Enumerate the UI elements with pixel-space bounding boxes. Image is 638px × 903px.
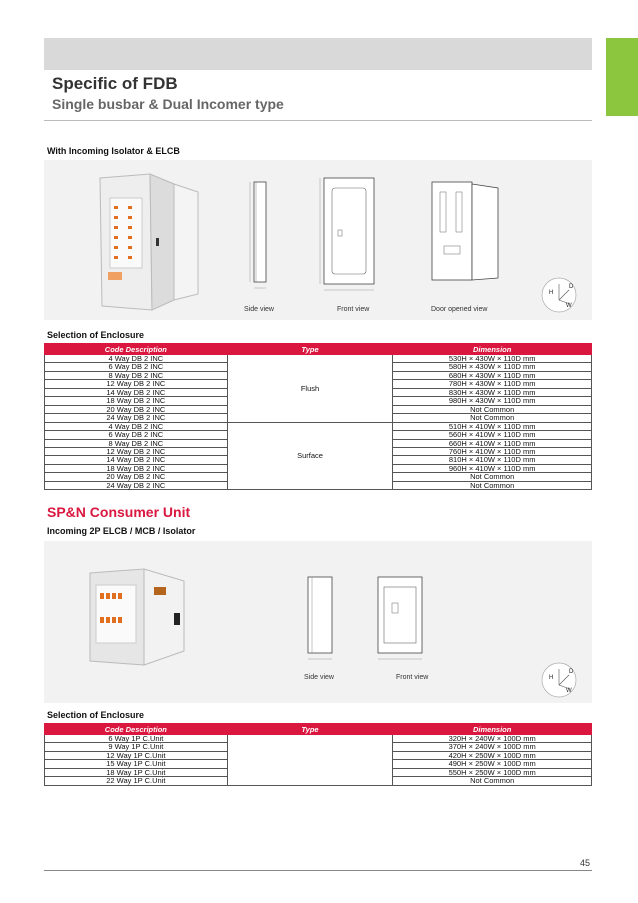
dim-d-letter: D	[569, 284, 574, 290]
dimension-cell: Not Common	[393, 481, 592, 489]
dimension-cell: Not Common	[393, 473, 592, 481]
code-cell: 12 Way 1P C.Unit	[45, 751, 228, 759]
fdb-enclosure-table	[44, 343, 592, 490]
code-cell: 18 Way DB 2 INC	[45, 397, 228, 405]
col-header-code: Code Description	[45, 724, 228, 735]
divider	[44, 120, 592, 121]
fdb-door-view-caption: Door opened view	[431, 306, 488, 313]
dimension-cell: 980H × 430W × 110D mm	[393, 397, 592, 405]
dimension-cell: 320H × 240W × 100D mm	[393, 735, 592, 743]
spn-section-label: Incoming 2P ELCB / MCB / Isolator	[47, 526, 196, 536]
type-cell	[227, 735, 393, 786]
code-cell: 24 Way DB 2 INC	[45, 414, 228, 422]
fdb-front-view-caption: Front view	[337, 306, 370, 313]
fdb-side-view-drawing	[246, 178, 276, 298]
spn-image-panel	[44, 541, 592, 703]
dimension-cell: Not Common	[393, 405, 592, 413]
spn-side-view-caption: Side view	[304, 674, 334, 681]
spn-heading: SP&N Consumer Unit	[47, 504, 191, 520]
header-bar	[44, 38, 592, 70]
col-header-dimension: Dimension	[393, 344, 592, 355]
col-header-dimension: Dimension	[393, 724, 592, 735]
page-title: Specific of FDB	[52, 74, 178, 93]
spn-side-view-drawing	[300, 573, 340, 665]
dimension-cell: 680H × 430W × 110D mm	[393, 371, 592, 379]
code-cell: 12 Way DB 2 INC	[45, 447, 228, 455]
dimension-axes-icon	[540, 276, 578, 314]
code-cell: 8 Way DB 2 INC	[45, 371, 228, 379]
dimension-cell: Not Common	[393, 414, 592, 422]
fdb-table-body	[45, 355, 592, 490]
code-cell: 6 Way DB 2 INC	[45, 431, 228, 439]
table-header-row	[45, 724, 592, 735]
page-subtitle: Single busbar & Dual Incomer type	[52, 96, 284, 112]
col-header-type: Type	[227, 344, 393, 355]
code-cell: 15 Way 1P C.Unit	[45, 760, 228, 768]
dimension-cell: 370H × 240W × 100D mm	[393, 743, 592, 751]
spn-enclosure-table	[44, 723, 592, 786]
page-number: 45	[579, 858, 590, 868]
dimension-cell: 830H × 430W × 110D mm	[393, 388, 592, 396]
dim-h-letter: H	[549, 675, 554, 681]
spn-front-view-caption: Front view	[396, 674, 429, 681]
dimension-cell: 560H × 410W × 110D mm	[393, 431, 592, 439]
fdb-product-photo	[94, 172, 226, 312]
dimension-cell: 510H × 410W × 110D mm	[393, 422, 592, 430]
type-cell: Flush	[227, 355, 393, 423]
section-tab	[606, 38, 638, 116]
footer-rule	[44, 870, 592, 871]
code-cell: 9 Way 1P C.Unit	[45, 743, 228, 751]
dimension-cell: 960H × 410W × 110D mm	[393, 464, 592, 472]
code-cell: 14 Way DB 2 INC	[45, 456, 228, 464]
fdb-image-panel	[44, 160, 592, 320]
code-cell: 22 Way 1P C.Unit	[45, 777, 228, 785]
dim-h-letter: H	[549, 290, 554, 296]
spn-product-photo	[88, 567, 198, 667]
dimension-cell: 580H × 430W × 110D mm	[393, 363, 592, 371]
dimension-cell: Not Common	[393, 777, 592, 785]
dimension-cell: 810H × 410W × 110D mm	[393, 456, 592, 464]
dimension-cell: 760H × 410W × 110D mm	[393, 447, 592, 455]
dimension-cell: 530H × 430W × 110D mm	[393, 355, 592, 363]
fdb-side-view-caption: Side view	[244, 306, 274, 313]
code-cell: 18 Way 1P C.Unit	[45, 768, 228, 776]
spn-table-body	[45, 735, 592, 786]
code-cell: 18 Way DB 2 INC	[45, 464, 228, 472]
col-header-type: Type	[227, 724, 393, 735]
code-cell: 4 Way DB 2 INC	[45, 422, 228, 430]
code-cell: 24 Way DB 2 INC	[45, 481, 228, 489]
code-cell: 4 Way DB 2 INC	[45, 355, 228, 363]
dim-w-letter: W	[566, 688, 572, 694]
dim-d-letter: D	[569, 669, 574, 675]
code-cell: 14 Way DB 2 INC	[45, 388, 228, 396]
code-cell: 20 Way DB 2 INC	[45, 473, 228, 481]
spn-front-view-drawing	[370, 573, 430, 665]
dimension-cell: 490H × 250W × 100D mm	[393, 760, 592, 768]
col-header-code: Code Description	[45, 344, 228, 355]
table-header-row	[45, 344, 592, 355]
type-cell: Surface	[227, 422, 393, 490]
fdb-table-title: Selection of Enclosure	[47, 330, 145, 340]
dimension-cell: 780H × 430W × 110D mm	[393, 380, 592, 388]
code-cell: 6 Way 1P C.Unit	[45, 735, 228, 743]
fdb-door-opened-drawing	[428, 174, 508, 302]
fdb-front-view-drawing	[314, 174, 384, 302]
code-cell: 20 Way DB 2 INC	[45, 405, 228, 413]
spn-dimension-axes-icon	[540, 661, 578, 699]
dimension-cell: 550H × 250W × 100D mm	[393, 768, 592, 776]
code-cell: 8 Way DB 2 INC	[45, 439, 228, 447]
spn-table-title: Selection of Enclosure	[47, 710, 145, 720]
fdb-section-label: With Incoming Isolator & ELCB	[47, 146, 180, 156]
dimension-cell: 420H × 250W × 100D mm	[393, 751, 592, 759]
dim-w-letter: W	[566, 303, 572, 309]
code-cell: 6 Way DB 2 INC	[45, 363, 228, 371]
dimension-cell: 660H × 410W × 110D mm	[393, 439, 592, 447]
code-cell: 12 Way DB 2 INC	[45, 380, 228, 388]
